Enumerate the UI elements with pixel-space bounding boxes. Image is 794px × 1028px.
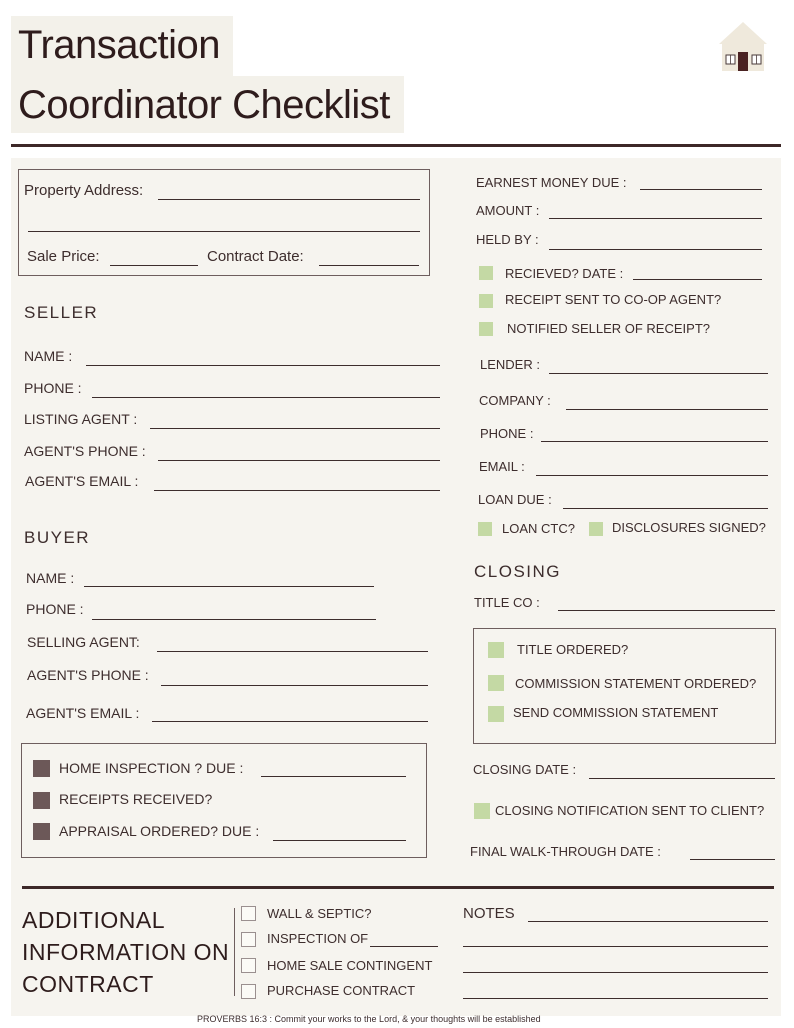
home-sale-contingent-label: HOME SALE CONTINGENT xyxy=(267,958,433,973)
property-address-label: Property Address: xyxy=(24,182,144,199)
walk-through-label: FINAL WALK-THROUGH DATE : xyxy=(470,844,661,859)
seller-agent-phone-field[interactable] xyxy=(158,460,440,461)
loan-due-field[interactable] xyxy=(563,508,768,509)
appraisal-checkbox[interactable] xyxy=(33,823,50,840)
additional-heading-line3: CONTRACT xyxy=(22,971,154,997)
received-label: RECIEVED? DATE : xyxy=(505,266,624,281)
notes-line-3[interactable] xyxy=(463,972,768,973)
earnest-due-label: EARNEST MONEY DUE : xyxy=(476,175,627,190)
closing-notification-label: CLOSING NOTIFICATION SENT TO CLIENT? xyxy=(495,803,765,818)
held-by-label: HELD BY : xyxy=(476,232,539,247)
page-title-line1: Transaction xyxy=(18,23,220,67)
earnest-due-field[interactable] xyxy=(640,189,762,190)
notes-line-1[interactable] xyxy=(528,921,768,922)
home-sale-contingent-checkbox[interactable] xyxy=(241,958,256,973)
home-inspection-field[interactable] xyxy=(261,776,406,777)
disclosures-checkbox[interactable] xyxy=(589,522,603,536)
selling-agent-label: SELLING AGENT: xyxy=(27,634,140,650)
sale-price-label: Sale Price: xyxy=(27,248,100,265)
sale-price-field[interactable] xyxy=(110,265,198,266)
commission-ordered-checkbox[interactable] xyxy=(488,675,504,691)
receipts-received-label: RECEIPTS RECEIVED? xyxy=(59,791,213,807)
lender-phone-field[interactable] xyxy=(541,441,768,442)
buyer-phone-label: PHONE : xyxy=(26,601,84,617)
receipts-received-checkbox[interactable] xyxy=(33,792,50,809)
company-field[interactable] xyxy=(566,409,768,410)
wall-septic-label: WALL & SEPTIC? xyxy=(267,906,372,921)
title-ordered-label: TITLE ORDERED? xyxy=(517,642,629,657)
lender-field[interactable] xyxy=(549,373,768,374)
buyer-name-field[interactable] xyxy=(84,586,374,587)
seller-phone-field[interactable] xyxy=(92,397,440,398)
send-commission-checkbox[interactable] xyxy=(488,706,504,722)
house-icon xyxy=(716,20,770,72)
closing-date-field[interactable] xyxy=(589,778,775,779)
buyer-agent-phone-label: AGENT'S PHONE : xyxy=(27,667,149,683)
additional-heading-line2: INFORMATION ON xyxy=(22,939,230,965)
closing-heading: CLOSING xyxy=(474,562,562,581)
title-co-label: TITLE CO : xyxy=(474,595,540,610)
received-checkbox[interactable] xyxy=(479,266,493,280)
contract-date-field[interactable] xyxy=(319,265,419,266)
additional-vertical-divider xyxy=(234,908,235,996)
section-divider xyxy=(22,886,774,889)
lender-email-label: EMAIL : xyxy=(479,459,525,474)
seller-name-label: NAME : xyxy=(24,348,73,364)
property-address-field[interactable] xyxy=(158,199,420,200)
title-ordered-checkbox[interactable] xyxy=(488,642,504,658)
loan-ctc-label: LOAN CTC? xyxy=(502,521,575,536)
seller-name-field[interactable] xyxy=(86,365,440,366)
buyer-heading: BUYER xyxy=(24,528,91,547)
purchase-contract-label: PURCHASE CONTRACT xyxy=(267,983,416,998)
title-co-field[interactable] xyxy=(558,610,775,611)
seller-agent-phone-label: AGENT'S PHONE : xyxy=(24,443,146,459)
amount-field[interactable] xyxy=(549,218,762,219)
loan-ctc-checkbox[interactable] xyxy=(478,522,492,536)
receipt-sent-label: RECEIPT SENT TO CO-OP AGENT? xyxy=(505,292,722,307)
walk-through-field[interactable] xyxy=(690,859,775,860)
footer-verse: PROVERBS 16:3 : Commit your works to the Lord, & your thoughts will be established xyxy=(197,1014,541,1024)
buyer-agent-phone-field[interactable] xyxy=(161,685,428,686)
receipt-sent-checkbox[interactable] xyxy=(479,294,493,308)
buyer-agent-email-label: AGENT'S EMAIL : xyxy=(26,705,140,721)
closing-date-label: CLOSING DATE : xyxy=(473,762,577,777)
header-divider xyxy=(11,144,781,147)
additional-heading-line1: ADDITIONAL xyxy=(22,907,166,933)
property-address-field-2[interactable] xyxy=(28,231,420,232)
appraisal-field[interactable] xyxy=(273,840,406,841)
seller-agent-email-label: AGENT'S EMAIL : xyxy=(25,473,139,489)
inspection-of-label: INSPECTION OF xyxy=(267,931,369,946)
company-label: COMPANY : xyxy=(479,393,551,408)
notes-line-2[interactable] xyxy=(463,946,768,947)
notified-seller-label: NOTIFIED SELLER OF RECEIPT? xyxy=(507,321,710,336)
inspection-of-checkbox[interactable] xyxy=(241,932,256,947)
listing-agent-field[interactable] xyxy=(150,428,440,429)
buyer-name-label: NAME : xyxy=(26,570,75,586)
held-by-field[interactable] xyxy=(549,249,762,250)
selling-agent-field[interactable] xyxy=(157,651,428,652)
home-inspection-label: HOME INSPECTION ? DUE : xyxy=(59,760,244,776)
lender-label: LENDER : xyxy=(480,357,540,372)
loan-due-label: LOAN DUE : xyxy=(478,492,552,507)
purchase-contract-checkbox[interactable] xyxy=(241,984,256,999)
seller-heading: SELLER xyxy=(24,303,99,322)
buyer-agent-email-field[interactable] xyxy=(152,721,428,722)
commission-ordered-label: COMMISSION STATEMENT ORDERED? xyxy=(515,676,757,691)
seller-phone-label: PHONE : xyxy=(24,380,82,396)
notes-label: NOTES xyxy=(463,905,515,922)
disclosures-label: DISCLOSURES SIGNED? xyxy=(612,520,766,535)
listing-agent-label: LISTING AGENT : xyxy=(24,411,138,427)
contract-date-label: Contract Date: xyxy=(207,248,304,265)
page-title-line2: Coordinator Checklist xyxy=(18,83,390,127)
notes-line-4[interactable] xyxy=(463,998,768,999)
wall-septic-checkbox[interactable] xyxy=(241,906,256,921)
send-commission-label: SEND COMMISSION STATEMENT xyxy=(513,705,719,720)
lender-email-field[interactable] xyxy=(536,475,768,476)
notified-seller-checkbox[interactable] xyxy=(479,322,493,336)
lender-phone-label: PHONE : xyxy=(480,426,534,441)
buyer-phone-field[interactable] xyxy=(92,619,376,620)
amount-label: AMOUNT : xyxy=(476,203,540,218)
seller-agent-email-field[interactable] xyxy=(154,490,440,491)
home-inspection-checkbox[interactable] xyxy=(33,760,50,777)
inspection-of-field[interactable] xyxy=(370,946,438,947)
received-date-field[interactable] xyxy=(633,279,762,280)
closing-notification-checkbox[interactable] xyxy=(474,803,490,819)
appraisal-label: APPRAISAL ORDERED? DUE : xyxy=(59,823,260,839)
